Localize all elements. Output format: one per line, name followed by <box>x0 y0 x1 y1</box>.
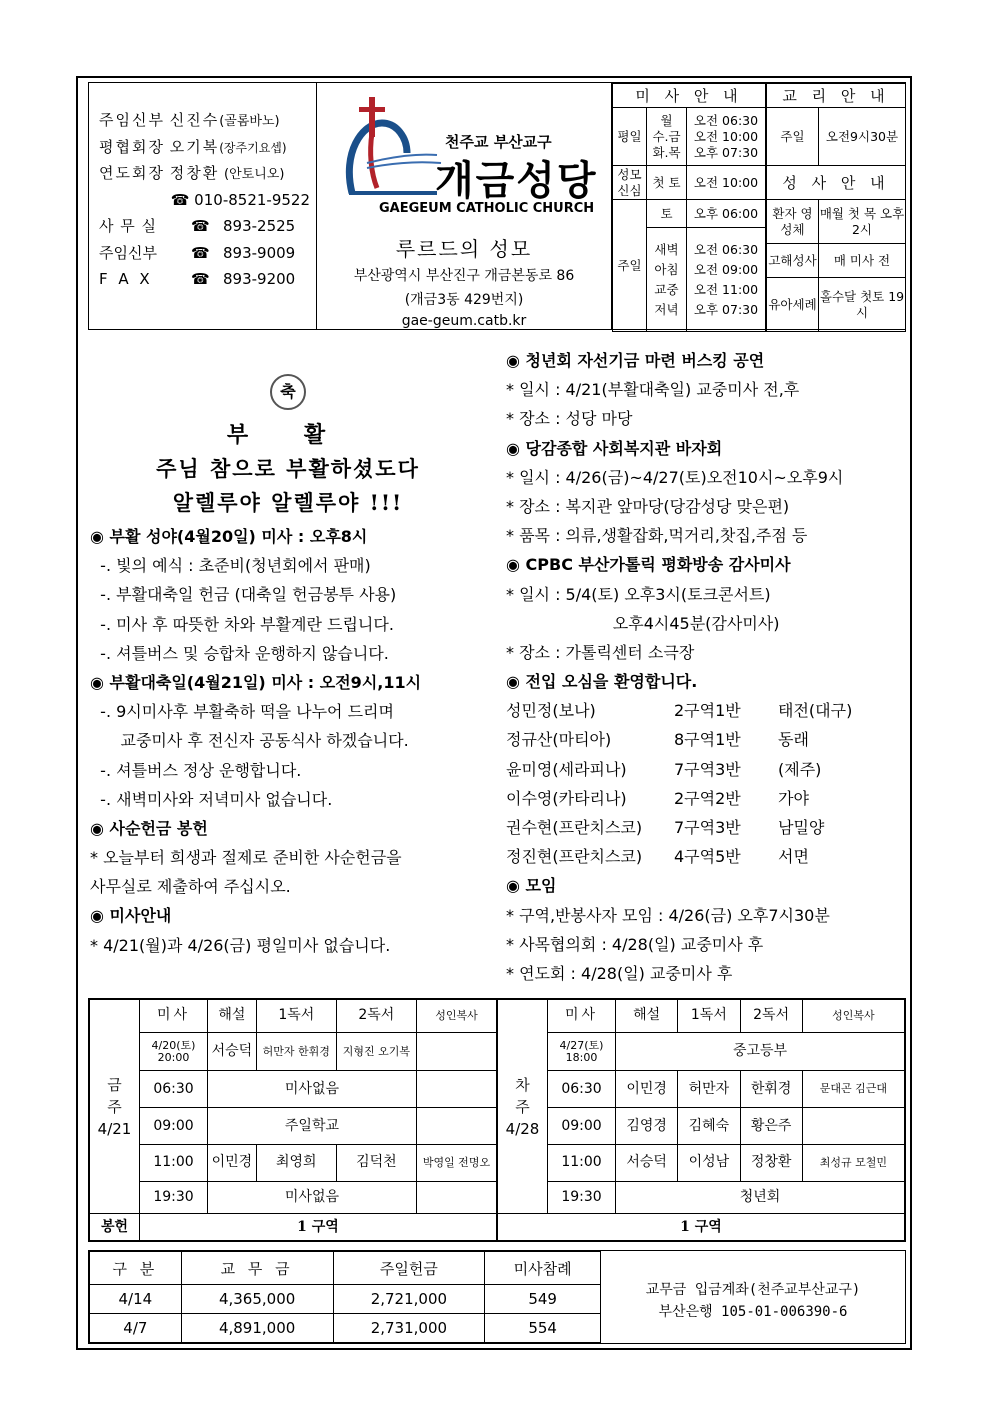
schedule-cell: 김덕천 <box>336 1144 416 1181</box>
reader-schedule <box>88 998 906 1242</box>
stat-header: 미사참례 <box>485 1252 601 1285</box>
newcomer-row <box>506 725 906 754</box>
schedule-header: 해설 <box>208 1000 257 1033</box>
marian-label: 성모신심 <box>613 166 647 200</box>
mass-time: 19:30 <box>140 1181 208 1214</box>
sacrament-name: 고해성사 <box>767 244 819 278</box>
notice-line: -. 셔틀버스 및 승합차 운행하지 않습니다. <box>90 643 389 663</box>
day: 저녁 <box>654 301 679 317</box>
catechism-title: 교 리 안 내 <box>767 84 906 108</box>
notice-line: * 장소 : 가톨릭센터 소극장 <box>506 642 695 662</box>
notice-line: * 구역,반봉사자 모임 : 4/26(금) 오후7시30분 <box>506 905 830 925</box>
patron-saint: 루르드의 성모 <box>395 237 533 261</box>
schedule-header: 1독서 <box>678 1000 740 1033</box>
pastor-label: 주임신부 <box>99 111 165 129</box>
notice-line: -. 셔틀버스 정상 운행합니다. <box>90 760 302 780</box>
council-line <box>99 134 316 161</box>
pastor-phone-label: 주임신부 <box>99 243 157 262</box>
marian-time: 오전 10:00 <box>687 166 766 200</box>
schedule-header: 2독서 <box>740 1000 802 1033</box>
time: 오후 07:30 <box>693 301 759 317</box>
easter-title: 부 활 <box>226 422 350 448</box>
offering-stats <box>88 1250 906 1344</box>
schedule-cell: 최성규 모철민 <box>802 1144 904 1181</box>
day: 아침 <box>654 261 679 277</box>
council-baptismal: (장주기요셉) <box>219 140 287 155</box>
fax-number: 893-9200 <box>223 270 296 288</box>
schedule-cell <box>416 1032 496 1071</box>
notice-line: -. 9시미사후 부활축하 떡을 나누어 드리며 <box>90 702 394 722</box>
stat-header: 구 분 <box>90 1252 182 1285</box>
time: 오전 06:30 <box>693 241 759 257</box>
schedule-cell: 서승덕 <box>616 1144 678 1181</box>
bulletin-page <box>76 76 912 1350</box>
address-line2: (개금3동 429번지) <box>404 292 524 308</box>
schedule-cell: 이민경 <box>208 1144 257 1181</box>
notice-line: * 품목 : 의류,생활잡화,먹거리,찻집,주점 등 <box>506 526 808 546</box>
council-label: 평협회장 <box>99 137 165 156</box>
section-heading: ◉ 전입 오심을 환영합니다. <box>506 672 698 692</box>
sat-day: 토 <box>647 200 687 228</box>
stat-cell: 2,731,000 <box>333 1314 485 1343</box>
day: 월 <box>660 112 673 128</box>
sunday-label: 주일 <box>613 200 647 332</box>
notice-line: 오후4시45분(감사미사) <box>506 613 780 633</box>
website: gae-geum.catb.kr <box>401 313 527 329</box>
notice-line: 교중미사 후 전신자 공동식사 하겠습니다. <box>90 731 409 751</box>
mass-time: 11:00 <box>548 1144 616 1181</box>
newcomer-from: (제주) <box>778 759 822 779</box>
section-heading: ◉ 당감종합 사회복지관 바자회 <box>506 438 723 458</box>
next-week-table <box>497 999 905 1241</box>
newcomer-row <box>506 813 906 842</box>
schedule-header: 1독서 <box>256 1000 336 1033</box>
newcomer-name: 성민정(보나) <box>506 701 596 721</box>
offering-table <box>89 1251 601 1343</box>
pastor-line <box>99 107 316 134</box>
pastor-baptismal: (골롬바노) <box>219 114 280 129</box>
stat-cell: 4,891,000 <box>181 1314 333 1343</box>
day: 화.목 <box>652 144 681 160</box>
catechism-time: 오전9시30분 <box>819 108 906 166</box>
schedule-cell: 김영경 <box>616 1108 678 1145</box>
schedule-cell: 최영희 <box>256 1144 336 1181</box>
schedule-cell: 이민경 <box>616 1071 678 1108</box>
schedule-span: 중고등부 <box>616 1032 905 1071</box>
office-row <box>99 213 316 240</box>
notice-line: -. 새벽미사와 저녁미사 없습니다. <box>90 789 333 809</box>
time: 오전 09:00 <box>693 261 759 277</box>
schedule-cell: 김혜숙 <box>678 1108 740 1145</box>
newcomer-row <box>506 842 906 871</box>
weekday-times <box>687 108 766 166</box>
this-week-table <box>89 999 497 1241</box>
account-number: 부산은행 105-01-006390-6 <box>658 1304 848 1320</box>
newcomer-name: 정규산(마티아) <box>506 730 612 750</box>
day: 수.금 <box>652 128 681 144</box>
mass-time: 09:00 <box>548 1108 616 1145</box>
notice-line: * 4/21(월)과 4/26(금) 평일미사 없습니다. <box>90 935 391 955</box>
schedule-cell <box>802 1108 904 1145</box>
catechism-day: 주일 <box>767 108 819 166</box>
schedule-span: 미사없음 <box>208 1071 417 1108</box>
church-logo-icon <box>337 93 447 203</box>
newcomer-name: 권수현(프란치스코) <box>506 818 643 837</box>
offering-label: 봉헌 <box>90 1214 140 1241</box>
elder-line <box>99 160 316 187</box>
schedule-cell: 한휘경 <box>740 1071 802 1108</box>
sunday-days <box>647 228 687 332</box>
newcomer-from: 가야 <box>778 788 809 808</box>
time: 오전 10:00 <box>693 128 759 144</box>
newcomer-zone: 8구역1반 <box>674 730 741 750</box>
staff-list <box>89 83 317 329</box>
schedule-cell: 허만자 한휘경 <box>256 1032 336 1071</box>
mass-time: 4/20(토) 20:00 <box>140 1032 208 1071</box>
week-label: 차 주 4/28 <box>498 1000 548 1214</box>
sunday-times <box>687 228 766 332</box>
notice-line: * 연도회 : 4/28(일) 교중미사 후 <box>506 963 733 983</box>
newcomer-zone: 7구역3반 <box>674 818 741 837</box>
sacrament-time: 매월 첫 목 오후 2시 <box>819 200 906 244</box>
elder-label: 연도회장 <box>99 164 165 182</box>
section-heading: ◉ 모임 <box>506 876 557 896</box>
schedule-cell: 문대곤 김근대 <box>802 1071 904 1108</box>
schedule-span: 미사없음 <box>208 1181 417 1214</box>
stat-header: 교 무 금 <box>181 1252 333 1285</box>
stat-cell: 2,721,000 <box>333 1285 485 1314</box>
newcomer-row <box>506 755 906 784</box>
schedule-cell <box>416 1071 496 1108</box>
time: 오전 11:00 <box>693 281 759 297</box>
notice-line: * 사목협의회 : 4/28(일) 교중미사 후 <box>506 934 764 954</box>
time: 오후 07:30 <box>693 144 759 160</box>
section-heading: ◉ CPBC 부산가톨릭 평화방송 감사미사 <box>506 555 791 575</box>
newcomer-name: 윤미영(세라피나) <box>506 759 627 779</box>
fax-icon: ☎ <box>191 270 210 288</box>
sacrament-time: 홀수달 첫토 19시 <box>819 278 906 332</box>
schedule-span: 주일학교 <box>208 1108 417 1145</box>
notice-line: -. 부활대축일 헌금 (대축일 헌금봉투 사용) <box>90 585 397 605</box>
schedule-cell: 황은주 <box>740 1108 802 1145</box>
elder-phone: ☎ 010-8521-9522 <box>170 190 310 209</box>
schedule-header: 미사 <box>548 1000 616 1033</box>
stat-cell: 4,365,000 <box>181 1285 333 1314</box>
newcomer-zone: 2구역2반 <box>674 788 741 808</box>
notice-line: * 일시 : 5/4(토) 오후3시(토크콘서트) <box>506 584 771 604</box>
newcomer-zone: 4구역5반 <box>674 847 741 867</box>
council-name: 오기복 <box>169 137 220 156</box>
schedule-cell: 허만자 <box>678 1071 740 1108</box>
pastor-phone: 893-9009 <box>223 243 296 262</box>
stat-cell: 549 <box>485 1285 601 1314</box>
offering-zone: 1 구역 <box>140 1214 497 1241</box>
header <box>88 82 906 330</box>
mass-time: 4/27(토) 18:00 <box>548 1032 616 1071</box>
newcomer-from: 남밀양 <box>778 818 825 837</box>
notice-line: * 일시 : 4/26(금)~4/27(토)오전10시~오후9시 <box>506 467 844 487</box>
schedule-header: 2독서 <box>336 1000 416 1033</box>
pastor-name: 신진수 <box>169 111 220 129</box>
newcomer-row <box>506 696 906 725</box>
newcomer-zone: 7구역3반 <box>674 759 741 779</box>
notice-line: 사무실로 제출하여 주십시오. <box>90 877 291 897</box>
elder-name: 정창환 <box>169 164 220 182</box>
easter-greeting <box>88 374 488 517</box>
day: 새벽 <box>654 241 679 257</box>
catechism-sacrament-table <box>766 83 906 332</box>
schedule-header: 성인복사 <box>802 1000 904 1033</box>
section-heading: ◉ 부활대축일(4월21일) 미사 : 오전9시,11시 <box>90 672 422 692</box>
mass-guide-title: 미 사 안 내 <box>613 84 766 108</box>
office-phone: 893-2525 <box>223 217 296 235</box>
schedule-cell: 서승덕 <box>208 1032 257 1071</box>
phone-icon: ☎ <box>191 243 210 262</box>
left-column <box>90 522 500 960</box>
sacrament-time: 매 미사 전 <box>819 244 906 278</box>
mass-guide-table <box>612 83 766 332</box>
marian-day: 첫 토 <box>647 166 687 200</box>
church-name-english: GAEGEUM CATHOLIC CHURCH <box>379 201 595 216</box>
week-label: 금 주 4/21 <box>90 1000 140 1214</box>
notice-line: * 장소 : 성당 마당 <box>506 409 633 429</box>
newcomer-from: 동래 <box>778 730 809 750</box>
diocese-name: 천주교 부산교구 <box>445 133 552 151</box>
schedule-cell: 정창환 <box>740 1144 802 1181</box>
section-heading: ◉ 청년회 자선기금 마련 버스킹 공연 <box>506 351 765 370</box>
mass-time: 06:30 <box>548 1071 616 1108</box>
sacrament-name: 환자 영성체 <box>767 200 819 244</box>
easter-line2: 알렐루야 알렐루야 !!! <box>172 490 404 515</box>
notice-line: * 장소 : 복지관 앞마당(당감성당 맞은편) <box>506 496 790 516</box>
weekday-label: 평일 <box>613 108 647 166</box>
schedule-cell: 박영일 전명오 <box>416 1144 496 1181</box>
elder-baptismal: (안토니오) <box>224 167 285 182</box>
schedule-cell: 지형진 오기복 <box>336 1032 416 1071</box>
church-logo-block <box>317 83 612 329</box>
notice-line: -. 빛의 예식 : 초준비(청년회에서 판매) <box>90 556 371 576</box>
time: 오전 06:30 <box>693 112 759 128</box>
schedule-cell <box>416 1181 496 1214</box>
address-line1: 부산광역시 부산진구 개금본동로 86 <box>353 268 575 284</box>
fax-row <box>99 266 316 293</box>
mass-time: 09:00 <box>140 1108 208 1145</box>
mass-time: 06:30 <box>140 1071 208 1108</box>
pastor-phone-row <box>99 240 316 267</box>
newcomer-zone: 2구역1반 <box>674 701 741 721</box>
sacrament-title: 성 사 안 내 <box>767 166 906 200</box>
notice-line: * 일시 : 4/21(부활대축일) 교중미사 전,후 <box>506 380 800 400</box>
newcomer-from: 서면 <box>778 847 809 867</box>
offering-zone: 1 구역 <box>498 1214 905 1241</box>
newcomer-name: 이수영(카타리나) <box>506 788 627 808</box>
schedule-header: 미사 <box>140 1000 208 1033</box>
phone-icon: ☎ <box>191 217 210 235</box>
schedule-cell <box>416 1108 496 1145</box>
newcomer-from: 태전(대구) <box>778 701 853 721</box>
account-title: 교무금 입금계좌(천주교부산교구) <box>645 1282 861 1298</box>
laurel-badge-icon: 축 <box>270 374 306 410</box>
fax-label: F A X <box>99 270 153 288</box>
day: 교중 <box>654 281 679 297</box>
stat-cell: 554 <box>485 1314 601 1343</box>
newcomer-name: 정진현(프란치스코) <box>506 847 643 867</box>
stat-header: 주일헌금 <box>333 1252 485 1285</box>
notice-line: * 오늘부터 희생과 절제로 준비한 사순헌금을 <box>90 848 402 868</box>
easter-line1: 주님 참으로 부활하셨도다 <box>156 456 420 481</box>
church-name: 개금성당 <box>435 158 598 204</box>
mass-time: 19:30 <box>548 1181 616 1214</box>
right-column <box>506 346 906 988</box>
section-heading: ◉ 미사안내 <box>90 906 172 926</box>
bank-account <box>601 1251 905 1343</box>
section-heading: ◉ 부활 성야(4월20일) 미사 : 오후8시 <box>90 527 368 546</box>
schedule-cell: 이성남 <box>678 1144 740 1181</box>
schedule-header: 성인복사 <box>416 1000 496 1033</box>
weekday-days <box>647 108 687 166</box>
schedule-span: 청년회 <box>616 1181 905 1214</box>
sacrament-name: 유아세례 <box>767 278 819 332</box>
office-label: 사 무 실 <box>99 217 158 235</box>
notice-line: -. 미사 후 따뜻한 차와 부활계란 드립니다. <box>90 614 394 634</box>
section-heading: ◉ 사순헌금 봉헌 <box>90 818 208 838</box>
stat-cell: 4/14 <box>90 1285 182 1314</box>
newcomer-row <box>506 784 906 813</box>
mass-time: 11:00 <box>140 1144 208 1181</box>
sat-time: 오후 06:00 <box>687 200 766 228</box>
schedule-header: 해설 <box>616 1000 678 1033</box>
stat-cell: 4/7 <box>90 1314 182 1343</box>
